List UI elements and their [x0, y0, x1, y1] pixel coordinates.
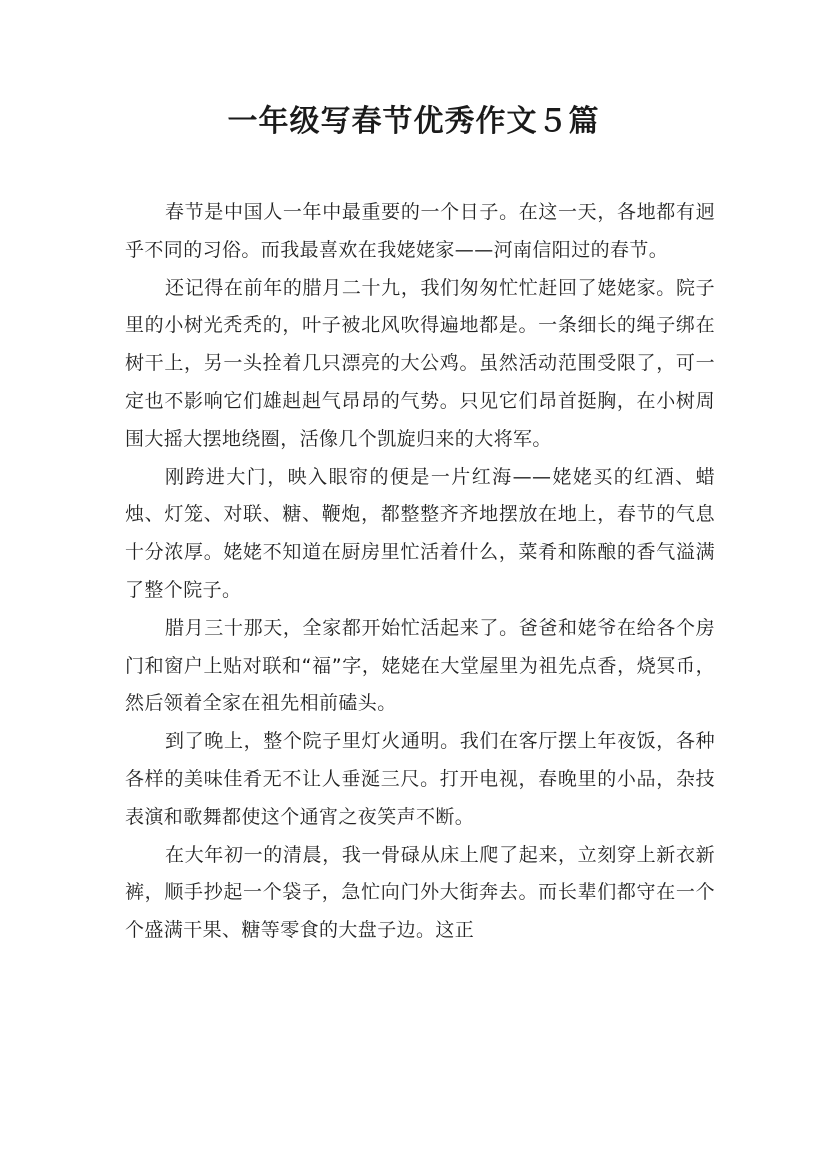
document-title: 一年级写春节优秀作文５篇 — [227, 104, 600, 139]
paragraph: 在大年初一的清晨，我一骨碌从床上爬了起来，立刻穿上新衣新裤，顺手抄起一个袋子，急忙向门外大街奔去。而长辈们都守在一个个盛满干果、糖等零食的大盘子边。这正 — [125, 843, 715, 942]
paragraph: 还记得在前年的腊月二十九，我们匆匆忙忙赶回了姥姥家。院子里的小树光秃秃的，叶子被北风吹得遍地都是。一条细长的绳子绑在树干上，另一头拴着几只漂亮的大公鸡。虽然活动范围受限了，可一定也不影响它们雄赳赳气昂昂的气势。只见它们昂首挺胸，在小树周围大摇大摆地绕圈，活像几个凯旋归来的大将军。 — [125, 276, 715, 450]
paragraph: 春节是中国人一年中最重要的一个日子。在这一天，各地都有迥乎不同的习俗。而我最喜欢在我姥姥家——河南信阳过的春节。 — [125, 201, 715, 261]
paragraph: 腊月三十那天，全家都开始忙活起来了。爸爸和姥爷在给各个房门和窗户上贴对联和“福”字，姥姥在大堂屋里为祖先点香，烧冥币，然后领着全家在祖先相前磕头。 — [125, 616, 715, 715]
essay-body — [125, 194, 715, 950]
paragraph: 刚跨进大门，映入眼帘的便是一片红海——姥姥买的红酒、蜡烛、灯笼、对联、糖、鞭炮，都整整齐齐地摆放在地上，春节的气息十分浓厚。姥姥不知道在厨房里忙活着什么，菜肴和陈酿的香气溢满了整个院子。 — [125, 465, 715, 601]
paragraph: 到了晚上，整个院子里灯火通明。我们在客厅摆上年夜饭，各种各样的美味佳肴无不让人垂涎三尺。打开电视，春晚里的小品，杂技表演和歌舞都使这个通宵之夜笑声不断。 — [125, 730, 715, 828]
